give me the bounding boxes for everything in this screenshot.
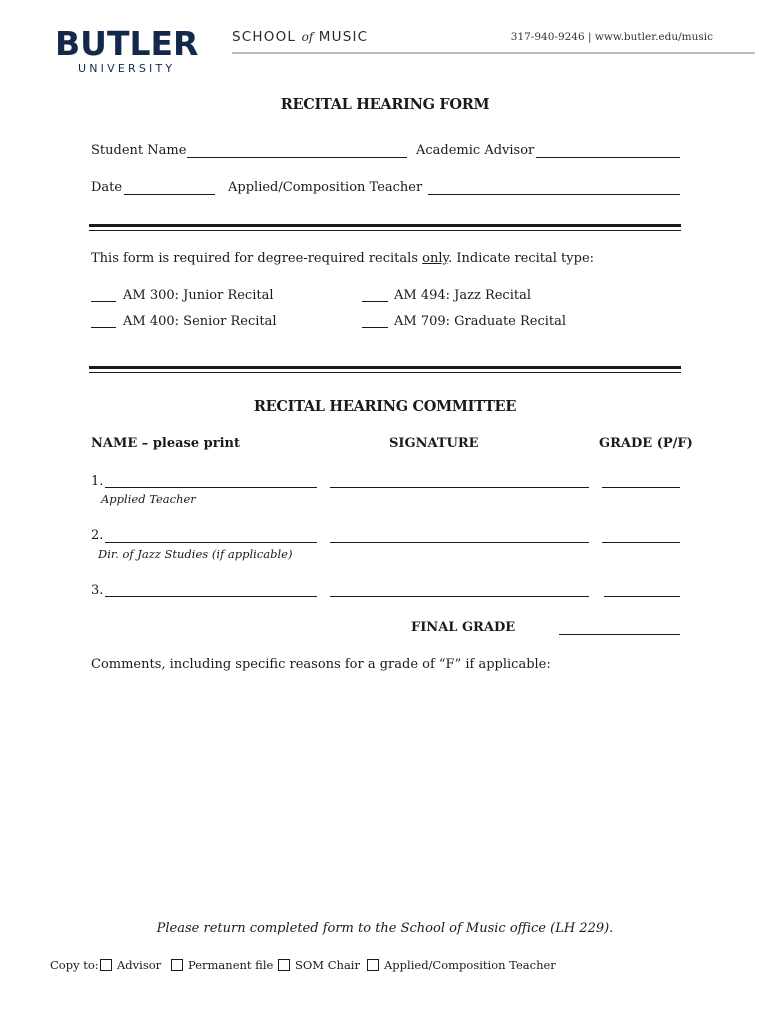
contact-info: 317-940-9246 | www.butler.edu/music bbox=[510, 31, 713, 43]
school-of-music-heading bbox=[232, 29, 368, 45]
comments-label: Comments, including specific reasons for a grade of “F” if applicable: bbox=[91, 657, 551, 672]
committee-name-field[interactable] bbox=[105, 487, 317, 488]
intro-suffix: . Indicate recital type: bbox=[448, 251, 595, 266]
recital-option-graduate: AM 709: Graduate Recital bbox=[394, 314, 567, 329]
school-prefix: SCHOOL bbox=[232, 29, 297, 45]
recital-type-intro bbox=[91, 251, 594, 266]
committee-title: RECITAL HEARING COMMITTEE bbox=[253, 398, 517, 415]
advisor-checkbox-label: Advisor bbox=[117, 958, 162, 972]
student-name-label: Student Name bbox=[91, 143, 187, 158]
intro-prefix: This form is required for degree-required recitals bbox=[91, 251, 423, 266]
school-suffix: MUSIC bbox=[318, 29, 369, 45]
som-chair-checkbox-label: SOM Chair bbox=[295, 958, 360, 972]
recital-option-blank[interactable] bbox=[362, 301, 388, 302]
committee-signature-field[interactable] bbox=[330, 487, 589, 488]
committee-role: Applied Teacher bbox=[101, 492, 196, 506]
som-chair-checkbox[interactable] bbox=[278, 959, 290, 971]
column-header-signature: SIGNATURE bbox=[389, 436, 479, 451]
recital-option-senior: AM 400: Senior Recital bbox=[123, 314, 277, 329]
recital-option-jazz: AM 494: Jazz Recital bbox=[394, 288, 532, 303]
section-divider bbox=[89, 224, 681, 231]
comments-area[interactable] bbox=[91, 680, 681, 905]
applied-teacher-field[interactable] bbox=[428, 194, 680, 195]
copy-to-label: Copy to: bbox=[50, 958, 99, 972]
butler-logo: BUTLER bbox=[55, 24, 199, 63]
advisor-checkbox[interactable] bbox=[100, 959, 112, 971]
butler-logo-subtitle: UNIVERSITY bbox=[78, 62, 176, 75]
header-divider bbox=[232, 52, 755, 54]
date-label: Date bbox=[91, 180, 123, 195]
academic-advisor-label: Academic Advisor bbox=[416, 143, 535, 158]
committee-grade-field[interactable] bbox=[604, 596, 680, 597]
recital-option-junior: AM 300: Junior Recital bbox=[123, 288, 274, 303]
return-instructions: Please return completed form to the School of Music office (LH 229). bbox=[156, 921, 614, 936]
committee-row-number: 3. bbox=[91, 583, 104, 598]
committee-name-field[interactable] bbox=[105, 542, 317, 543]
committee-grade-field[interactable] bbox=[602, 487, 680, 488]
final-grade-field[interactable] bbox=[559, 634, 680, 635]
recital-option-blank[interactable] bbox=[91, 301, 116, 302]
recital-option-blank[interactable] bbox=[362, 327, 388, 328]
recital-option-blank[interactable] bbox=[91, 327, 116, 328]
committee-grade-field[interactable] bbox=[602, 542, 680, 543]
permanent-file-checkbox-label: Permanent file bbox=[188, 958, 274, 972]
committee-name-field[interactable] bbox=[105, 596, 317, 597]
applied-teacher-checkbox[interactable] bbox=[367, 959, 379, 971]
intro-only: only bbox=[422, 251, 449, 266]
permanent-file-checkbox[interactable] bbox=[171, 959, 183, 971]
committee-row-number: 1. bbox=[91, 474, 104, 489]
student-name-field[interactable] bbox=[187, 157, 407, 158]
date-field[interactable] bbox=[124, 194, 215, 195]
committee-role: Dir. of Jazz Studies (if applicable) bbox=[98, 547, 293, 561]
applied-teacher-checkbox-label: Applied/Composition Teacher bbox=[384, 958, 556, 972]
form-title: RECITAL HEARING FORM bbox=[280, 96, 490, 113]
academic-advisor-field[interactable] bbox=[536, 157, 680, 158]
committee-row-number: 2. bbox=[91, 528, 104, 543]
school-of: of bbox=[301, 30, 314, 44]
committee-signature-field[interactable] bbox=[330, 542, 589, 543]
committee-signature-field[interactable] bbox=[330, 596, 589, 597]
column-header-name: NAME – please print bbox=[91, 436, 240, 451]
section-divider bbox=[89, 366, 681, 373]
applied-teacher-label: Applied/Composition Teacher bbox=[228, 180, 423, 195]
column-header-grade: GRADE (P/F) bbox=[599, 436, 693, 451]
final-grade-label: FINAL GRADE bbox=[411, 620, 516, 635]
